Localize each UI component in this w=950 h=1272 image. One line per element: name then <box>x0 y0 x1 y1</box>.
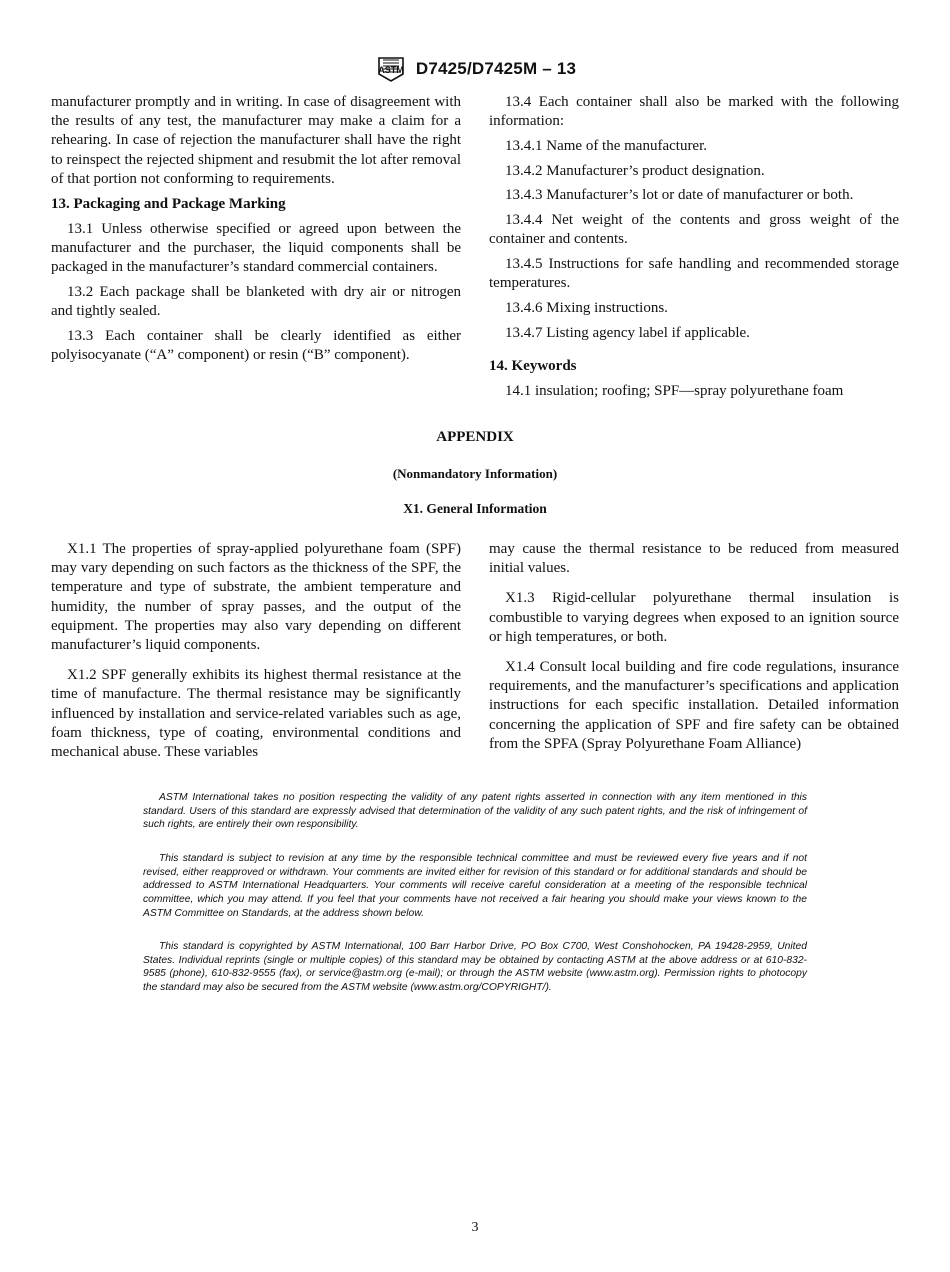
paragraph-x1-1: X1.1 The properties of spray-applied polyurethane foam (SPF) may vary depending on such factors as the thickness of the SPF, the temperature and type of substrate, the ambient temperature and humidity, the number of spray passes, and the output of the equipment. The properties may also vary depending on different manufacturer’s liquid components. <box>51 541 461 654</box>
paragraph-continuation: manufacturer promptly and in writing. In case of disagreement with the results of any test, the manufacturer may make a claim for a rehearing. In case of rejection the manufacturer shall have the right to reinspect the rejected shipment and resubmit the lot after removal of that portion not conforming to requirements. <box>51 94 461 187</box>
patent-notice-text: ASTM International takes no position respecting the validity of any patent rights asserted in connection with any item mentioned in this standard. Users of this standard are expressly advised that determination of the validity of any such patent rights, and the risk of infringement of such rights, are entirely their own responsibility. <box>143 792 807 831</box>
paragraph-13-4-3: 13.4.3 Manufacturer’s lot or date of manufacturer or both. <box>505 187 854 204</box>
logo-text: ASTM <box>378 65 404 75</box>
paragraph-13-4-1: 13.4.1 Name of the manufacturer. <box>505 137 708 154</box>
document-designation: D7425/D7425M – 13 <box>415 59 577 78</box>
patent-notice <box>143 791 807 832</box>
page-header <box>0 54 950 89</box>
left-column-bottom <box>51 540 461 773</box>
paragraph-13-4-5: 13.4.5 Instructions for safe handling and recommended storage temperatures. <box>489 255 899 292</box>
right-column-top <box>489 93 899 407</box>
left-column-top <box>51 93 461 371</box>
paragraph-x1-4: X1.4 Consult local building and fire code regulations, insurance requirements, and the manufacturer’s specifications and application instructions for each specific installation. Detailed information concerning the application of SPF and fire safety can be obtained from the SPFA (Spray Polyurethane Foam Alliance) <box>489 659 899 752</box>
paragraph-x1-2-continued: may cause the thermal resistance to be reduced from measured initial values. <box>489 541 899 577</box>
paragraph-x1-3: X1.3 Rigid-cellular polyurethane thermal insulation is combustible to varying degrees when exposed to an ignition source or high temperatures, or both. <box>489 590 899 645</box>
right-column-bottom <box>489 540 899 765</box>
paragraph-13-4-2: 13.4.2 Manufacturer’s product designation. <box>505 162 765 179</box>
paragraph-13-1: 13.1 Unless otherwise specified or agreed upon between the manufacturer and the purchaser, the liquid components shall be packaged in the manufacturer’s standard commercial containers. <box>51 220 461 276</box>
paragraph-13-4-6: 13.4.6 Mixing instructions. <box>505 299 668 316</box>
paragraph-13-3: 13.3 Each container shall be clearly identified as either polyisocyanate (“A” component) or resin (“B” component). <box>51 327 461 363</box>
paragraph-x1-2: X1.2 SPF generally exhibits its highest thermal resistance at the time of manufacture. The thermal resistance may be significantly influenced by installation and service-related variables such as age, foam thickness, type of coating, environmental conditions and mechanical abuse. These variables <box>51 667 461 761</box>
paragraph-13-2: 13.2 Each package shall be blanketed with dry air or nitrogen and tightly sealed. <box>51 283 461 320</box>
section-14-heading: 14. Keywords <box>489 357 577 374</box>
appendix-subtitle: (Nonmandatory Information) <box>392 466 558 481</box>
appendix-title: APPENDIX <box>436 429 514 445</box>
page-number: 3 <box>471 1220 479 1235</box>
section-13-heading: 13. Packaging and Package Marking <box>51 195 286 212</box>
appendix-x1-title: X1. General Information <box>403 501 547 516</box>
astm-logo-icon <box>374 54 408 84</box>
paragraph-13-4-4: 13.4.4 Net weight of the contents and gross weight of the container and contents. <box>489 212 899 248</box>
paragraph-13-4-7: 13.4.7 Listing agency label if applicable. <box>505 324 750 341</box>
paragraph-14-1: 14.1 insulation; roofing; SPF—spray polyurethane foam <box>505 382 844 399</box>
copyright-notice-text: This standard is copyrighted by ASTM International, 100 Barr Harbor Drive, PO Box C700, West Conshohocken, PA 19428-2959, United States. Individual reprints (single or multiple copies) of this standard may be obtained by contacting ASTM at the above address or at 610-832-9585 (phone), 610-832-9555 (fax), or service@astm.org (e-mail); or through the ASTM website (www.astm.org). Permission rights to photocopy the standard may also be secured from the ASTM website (www.astm.org/COPYRIGHT/). <box>143 941 807 994</box>
revision-notice-text: This standard is subject to revision at any time by the responsible technical committee and must be reviewed every five years and if not revised, either reapproved or withdrawn. Your comments are invited either for revision of this standard or for additional standards and should be addressed to ASTM International Headquarters. Your comments will receive careful consideration at a meeting of the responsible technical committee, which you may attend. If you feel that your comments have not received a fair hearing you should make your views known to the ASTM Committee on Standards, at the address shown below. <box>143 853 807 919</box>
paragraph-13-4: 13.4 Each container shall also be marked with the following information: <box>489 94 899 130</box>
revision-notice <box>143 852 807 921</box>
copyright-notice <box>143 940 807 995</box>
